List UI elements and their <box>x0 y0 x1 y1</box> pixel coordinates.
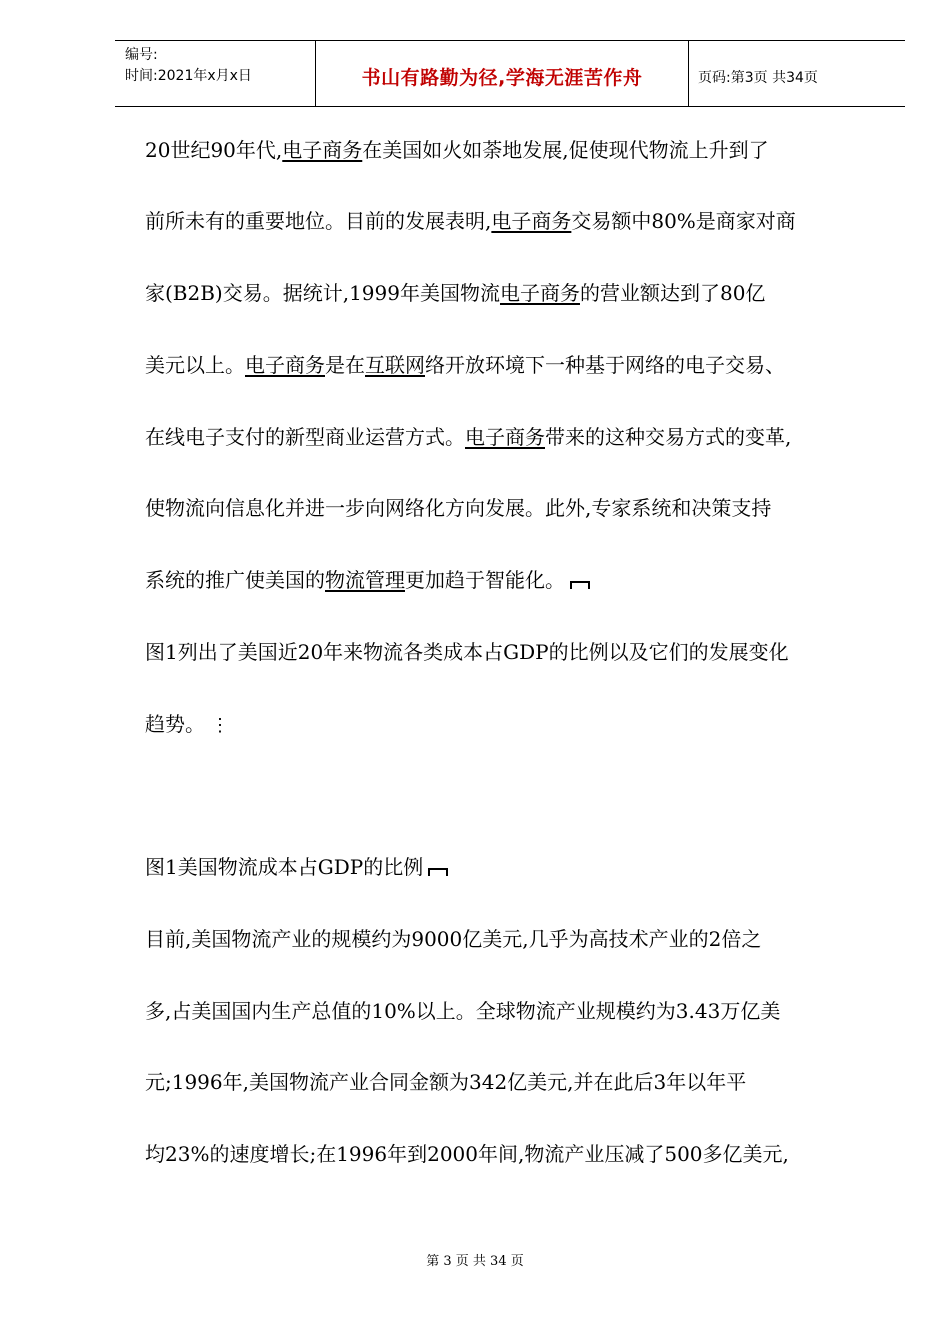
header-page-cell <box>689 41 905 106</box>
vertical-ellipsis-icon: ⋮ <box>211 715 229 736</box>
paragraph-line: 使物流向信息化并进一步向网络化方向发展。此外,专家系统和决策支持 <box>145 496 772 520</box>
paragraph-line <box>145 425 791 449</box>
text-run: 美元以上。 <box>145 353 245 377</box>
anchor-mark-icon <box>428 868 448 876</box>
text-run: 带来的这种交易方式的变革, <box>545 425 792 449</box>
header-motto-cell <box>316 41 689 106</box>
header-page-number: 页码:第3页 共34页 <box>698 70 818 86</box>
text-run: 的营业额达到了80亿 <box>579 281 766 305</box>
paragraph-line: 目前,美国物流产业的规模约为9000亿美元,几乎为高技术产业的2倍之 <box>145 927 762 951</box>
text-run: 更加趋于智能化。 <box>405 568 565 592</box>
document-number-label: 编号: <box>125 47 158 63</box>
page-header <box>115 40 905 107</box>
header-info-cell <box>115 41 316 106</box>
paragraph-line <box>145 712 229 738</box>
text-run: 是在 <box>325 353 365 377</box>
link-logistics-management[interactable]: 物流管理 <box>325 568 405 592</box>
page-footer: 第 3 页 共 34 页 <box>426 1254 524 1269</box>
caption-text: 图1美国物流成本占GDP的比例 <box>145 855 424 879</box>
paragraph-line <box>145 138 769 162</box>
link-ecommerce[interactable]: 电子商务 <box>465 425 545 449</box>
paragraph-line <box>145 353 785 377</box>
link-ecommerce[interactable]: 电子商务 <box>282 138 363 162</box>
link-ecommerce[interactable]: 电子商务 <box>245 353 325 377</box>
paragraph-line: 图1列出了美国近20年来物流各类成本占GDP的比例以及它们的发展变化 <box>145 640 789 664</box>
text-run: 前所未有的重要地位。目前的发展表明, <box>145 209 492 233</box>
figure-caption <box>145 855 448 879</box>
text-run: 趋势。 <box>145 712 205 736</box>
paragraph-line: 多,占美国国内生产总值的10%以上。全球物流产业规模约为3.43万亿美 <box>145 999 781 1023</box>
link-ecommerce[interactable]: 电子商务 <box>491 209 572 233</box>
link-ecommerce[interactable]: 电子商务 <box>499 281 580 305</box>
paragraph-line: 元;1996年,美国物流产业合同金额为342亿美元,并在此后3年以年平 <box>145 1070 747 1094</box>
text-run: 系统的推广使美国的 <box>145 568 325 592</box>
paragraph-line <box>145 209 796 233</box>
link-internet[interactable]: 互联网 <box>365 353 425 377</box>
paragraph-line: 均23%的速度增长;在1996年到2000年间,物流产业压减了500多亿美元, <box>145 1142 789 1166</box>
text-run: 交易额中80%是商家对商 <box>571 209 796 233</box>
text-run: 家(B2B)交易。据统计,1999年美国物流 <box>145 281 500 305</box>
header-motto: 书山有路勤为径,学海无涯苦作舟 <box>361 67 643 89</box>
anchor-mark-icon <box>570 581 590 589</box>
text-run: 20世纪90年代, <box>145 138 283 162</box>
paragraph-line <box>145 281 765 305</box>
text-run: 在美国如火如荼地发展,促使现代物流上升到了 <box>362 138 769 162</box>
paragraph-line <box>145 568 590 592</box>
text-run: 络开放环境下一种基于网络的电子交易、 <box>425 353 785 377</box>
document-time-label: 时间:2021年x月x日 <box>125 68 252 84</box>
text-run: 在线电子支付的新型商业运营方式。 <box>145 425 465 449</box>
